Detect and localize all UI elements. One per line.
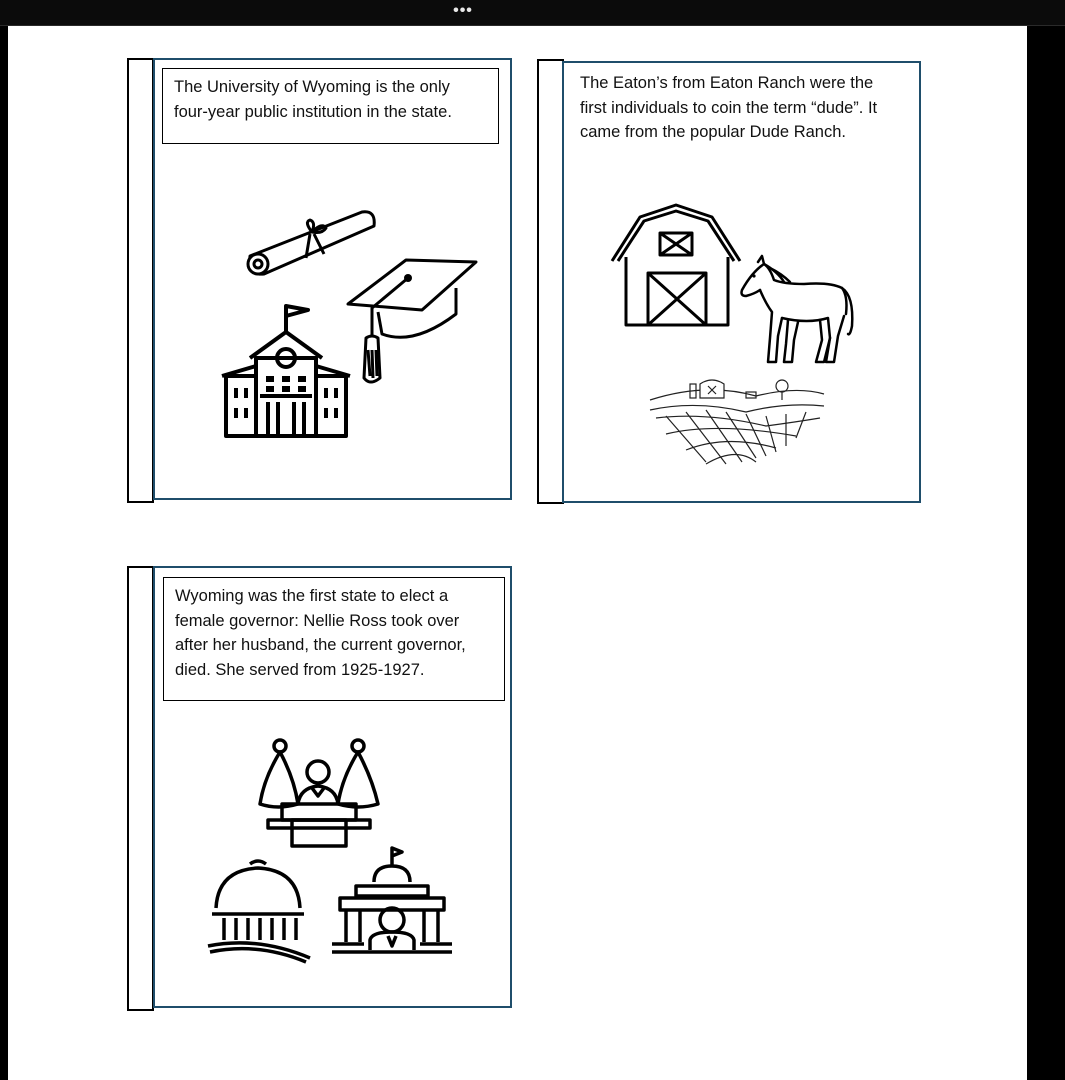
top-toolbar — [0, 0, 1065, 26]
government-building-icon — [330, 846, 450, 956]
horse-icon — [738, 254, 858, 368]
document-page — [8, 26, 1027, 1080]
governor-podium-icon — [258, 738, 382, 848]
barn-icon — [610, 203, 744, 329]
farm-landscape-icon — [646, 376, 826, 468]
card-3-text: Wyoming was the first state to elect a female governor: Nellie Ross took over after her husband, the current governor, died. She served from 1925-1927. — [163, 577, 505, 701]
more-options-icon[interactable]: ••• — [453, 2, 473, 19]
university-building-icon — [220, 302, 354, 438]
card-1-tab — [127, 58, 154, 503]
graduation-cap-icon — [344, 258, 480, 390]
card-2-text: The Eaton’s from Eaton Ranch were the first individuals to coin the term “dude”. It came from the popular Dude Ranch. — [580, 74, 878, 141]
card-2-tab — [537, 59, 564, 504]
capitol-dome-icon — [206, 858, 314, 962]
card-3-tab — [127, 566, 154, 1011]
card-1-text: The University of Wyoming is the only four-year public institution in the state. — [162, 68, 499, 144]
